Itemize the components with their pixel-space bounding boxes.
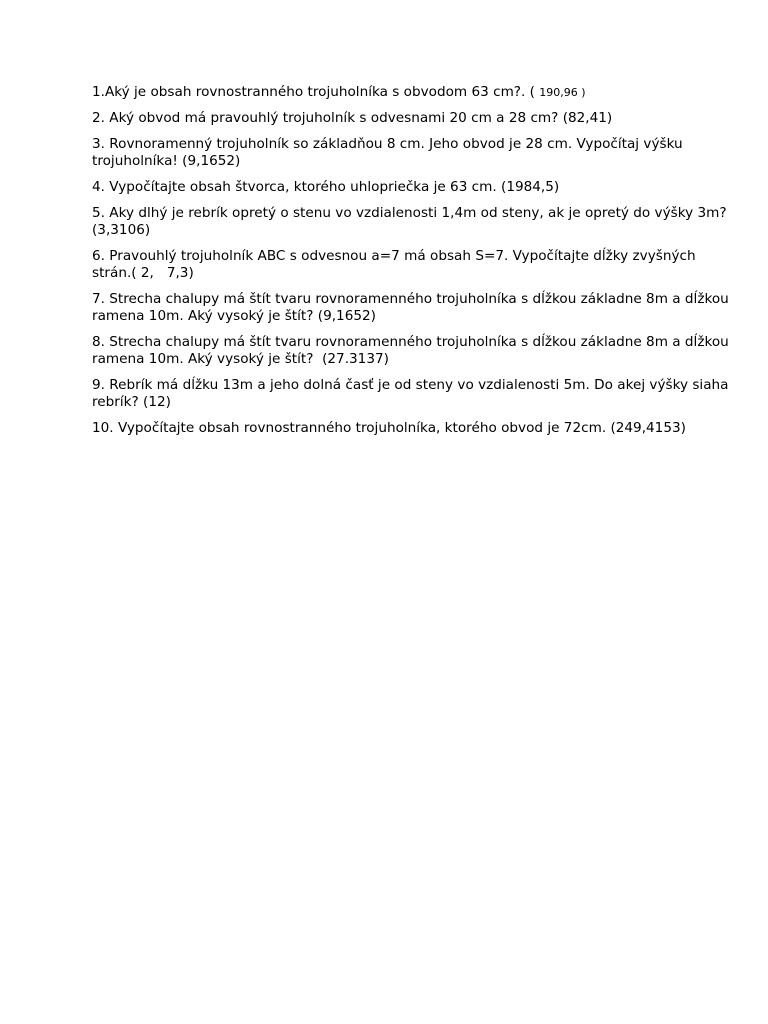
problem-1-text: 1.Aký je obsah rovnostranného trojuholníka s obvodom 63 cm?. ( [92,84,540,100]
problem-4: 4. Vypočítajte obsah štvorca, ktorého uhlopriečka je 63 cm. (1984,5) [92,179,560,195]
problem-list [92,84,732,446]
problem-10: 10. Vypočítajte obsah rovnostranného trojuholníka, ktorého obvod je 72cm. (249,4153) [92,420,686,436]
problem-7: 7. Strecha chalupy má štít tvaru rovnoramenného trojuholníka s dĺžkou základne 8m a dĺžkou ramena 10m. Aký vysoký je štít? (9,1652) [92,291,734,324]
problem-3: 3. Rovnoramenný trojuholník so základňou 8 cm. Jeho obvod je 28 cm. Vypočítaj výšku trojuholníka! (9,1652) [92,136,687,169]
problem-6: 6. Pravouhlý trojuholník ABC s odvesnou a=7 má obsah S=7. Vypočítajte dĺžky zvyšných strán.( 2, 7,3) [92,248,700,281]
problem-8: 8. Strecha chalupy má štít tvaru rovnoramenného trojuholníka s dĺžkou základne 8m a dĺžkou ramena 10m. Aký vysoký je štít? (27.3137) [92,334,734,367]
problem-2: 2. Aký obvod má pravouhlý trojuholník s odvesnami 20 cm a 28 cm? (82,41) [92,110,613,126]
problem-5: 5. Aky dlhý je rebrík opretý o stenu vo vzdialenosti 1,4m od steny, ak je opretý do výšky 3m? (3,3106) [92,205,731,238]
problem-9: 9. Rebrík má dĺžku 13m a jeho dolná časť je od steny vo vzdialenosti 5m. Do akej výšky siaha rebrík? (12) [92,377,733,410]
problem-1-answer: 190,96 ) [539,86,586,99]
problem-1 [92,84,732,101]
